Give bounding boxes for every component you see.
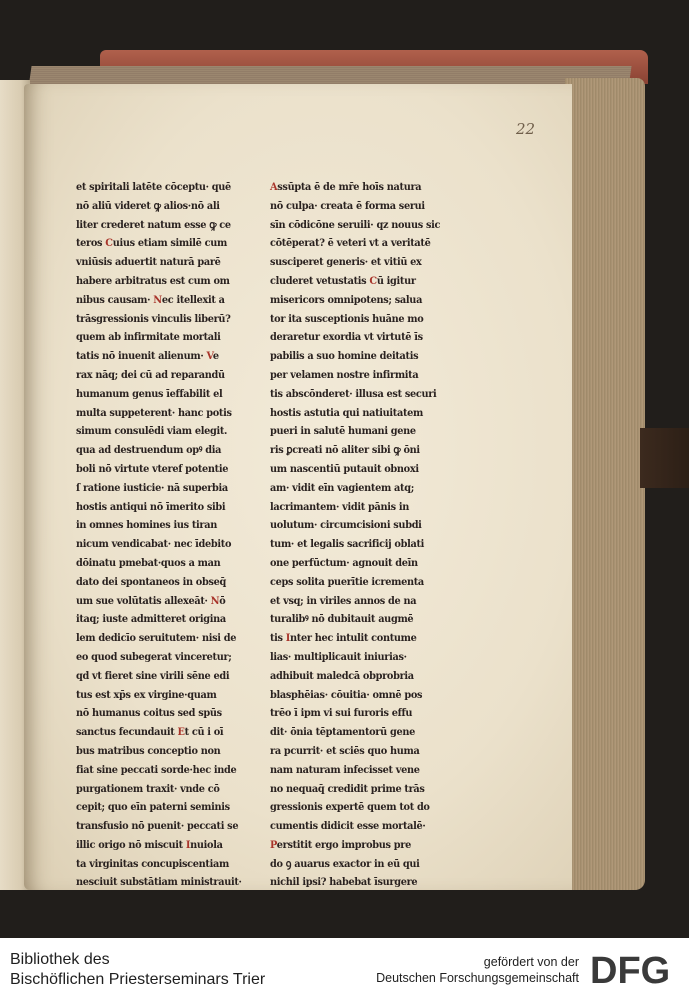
text-line: teros Cuius etiam similē cum	[76, 237, 228, 250]
text-line: pueri in salutē humani gene	[270, 425, 416, 438]
text-line: eo quod subegerat vinceretur;	[76, 650, 232, 663]
text-line: dit· ōnia tēptamentorū gene	[270, 726, 415, 739]
text-line: gressionis expertē quem tot do	[270, 801, 430, 814]
text-line: cōtēperat? ē veteri vt a veritatē	[270, 237, 431, 250]
text-line: nicum vendicabat· nec īdebito	[76, 538, 232, 551]
text-line: ta virginitas concupiscentiam	[76, 857, 229, 870]
text-line: bus matribus conceptio non	[76, 744, 221, 757]
library-credit	[10, 950, 265, 990]
text-line: hostis antiqui nō īmerito sibi	[76, 500, 226, 513]
text-line: ris ꝑcreati nō aliter sibi ꝙ ōni	[270, 444, 420, 457]
text-line: nam naturam infecisset vene	[270, 763, 420, 776]
funding-line1: gefördert von der	[483, 955, 579, 969]
library-name-line1: Bibliothek des	[10, 951, 110, 968]
text-line: liter crederet natum esse ꝙ ce	[76, 218, 231, 231]
folio-number: 22	[516, 120, 536, 138]
text-line: nō humanus coitus sed spūs	[76, 707, 222, 720]
text-line: itaq; iuste admitteret origina	[76, 613, 226, 626]
text-line: fiat sine peccati sorde·hec inde	[76, 763, 237, 776]
text-line: hostis astutia qui natiuitatem	[270, 406, 424, 419]
text-line: blasphēias· cōuitia· omnē pos	[270, 688, 423, 701]
text-line: adhibuit maledcā obprobria	[270, 669, 414, 682]
footer-bar	[0, 938, 689, 1000]
text-line: tor ita susceptionis huāne mo	[270, 312, 424, 325]
text-line: trāsgressionis vinculis liberū?	[76, 312, 231, 325]
text-line: vniūsis aduertit naturā parē	[76, 256, 221, 269]
text-line: Assūpta ē de mr̄e hoīs natura	[270, 181, 422, 193]
text-line: um sue volūtatis allexeāt· Nō	[76, 594, 226, 607]
text-column-left	[76, 178, 244, 892]
text-line: sanctus fecundauit Et cū i oī	[76, 726, 224, 739]
text-line: trēo ī ipm vi sui furoris effu	[270, 707, 413, 720]
text-line: ceps solita puerītie icrementa	[270, 575, 424, 588]
text-line: humanum genus īeffabilit el	[76, 387, 223, 400]
text-line: turalibꝰ nō dubitauit augmē	[270, 613, 414, 626]
text-line: qua ad destruendum opꝰ dia	[76, 444, 222, 457]
funding-line2: Deutschen Forschungsgemeinschaft	[376, 971, 579, 985]
text-line: nibus causam· Nec itellexit a	[76, 293, 225, 306]
text-line: Perstitit ergo improbus pre	[270, 838, 411, 851]
text-line: nichil ipsi? habebat īsurgere	[270, 876, 418, 889]
text-line: multa suppeterent· hanc potis	[76, 406, 232, 419]
text-line: nō aliū videret ꝙ alios·nō ali	[76, 199, 220, 212]
text-line: illic origo nō miscuit Inuiola	[76, 838, 223, 851]
library-name-line2: Bischöflichen Priesterseminars Trier	[10, 971, 266, 988]
text-line: simum consulēdi viam elegit.	[76, 425, 228, 438]
text-line: cumentis didicit esse mortalē·	[270, 820, 426, 833]
bookmark-strap	[640, 428, 689, 488]
page-block-fore-edge	[565, 78, 645, 890]
text-line: habere arbitratus est cum om	[76, 274, 230, 287]
text-line: one perfūctum· agnouit deīn	[270, 556, 418, 569]
text-line: ra pcurrit· et sciēs quo huma	[270, 744, 420, 757]
text-line: lem dedicīo seruitutem· nisi de	[76, 632, 237, 645]
text-line: tis Inter hec intulit contume	[270, 632, 417, 645]
funding-credit	[376, 954, 579, 986]
text-line: nesciuit substātiam ministrauit·	[76, 876, 242, 889]
text-line: deraretur exordia vt virtutē īs	[270, 331, 423, 344]
text-line: misericors omnipotens; salua	[270, 293, 423, 306]
text-line: qd vt fieret sine virili sēne edi	[76, 669, 230, 682]
text-line: dato dei spontaneos in obseq̄	[76, 575, 227, 588]
text-line: in omnes homines ius tiran	[76, 519, 217, 532]
text-line: cepit; quo eīn paterni seminis	[76, 801, 230, 814]
text-line: et vsq; in viriles annos de na	[270, 594, 417, 607]
text-line: tis abscōnderet· illusa est securi	[270, 387, 437, 400]
text-line: per velamen nostre infirmita	[270, 368, 419, 381]
text-line: tum· et legalis sacrificij oblati	[270, 538, 425, 551]
text-line: ſ ratione iusticie· nā superbia	[76, 481, 228, 494]
text-line: lacrimantem· vidit pānis in	[270, 500, 409, 513]
text-line: et spiritali latēte cōceptu· quē	[76, 181, 231, 193]
text-line: transfusio nō puenit· peccati se	[76, 820, 239, 833]
text-line: quem ab infirmitate mortali	[76, 331, 221, 344]
text-line: susciperet generis· et vitiū ex	[270, 256, 422, 269]
text-line: tus est xp̄s ex virgine·quam	[76, 688, 217, 701]
text-line: pabilis a suo homine deitatis	[270, 350, 419, 363]
text-line: boli nō virtute vteref potentie	[76, 462, 229, 475]
text-line: um nascentiū putauit obnoxi	[270, 462, 419, 475]
text-line: purgationem traxit· vnde cō	[76, 782, 220, 795]
text-line: dōinatu pmebat·quos a man	[76, 556, 221, 569]
dfg-logo	[590, 950, 682, 988]
text-line: cluderet vetustatis Cū igitur	[270, 274, 416, 287]
text-line: nō culpa· creata ē forma serui	[270, 199, 425, 212]
text-line: lias· multiplicauit iniurias·	[270, 650, 407, 663]
text-column-right	[270, 178, 441, 892]
dfg-logo-text: DFG	[590, 950, 671, 988]
text-line: rax nāq; dei cū ad reparandū	[76, 368, 225, 381]
text-line: do ꝯ auarus exactor in eū qui	[270, 857, 420, 870]
text-line: am· vidit eīn vagientem atq;	[270, 481, 414, 494]
text-line: no nequaq̄ credidit prime trās	[270, 782, 425, 795]
text-line: tatis nō inuenit alienum· Ve	[76, 350, 219, 363]
text-line: sīn cōdicōne seruili· qz nouus sic	[270, 218, 441, 231]
text-line: uolutum· circumcisioni subdi	[270, 519, 422, 532]
